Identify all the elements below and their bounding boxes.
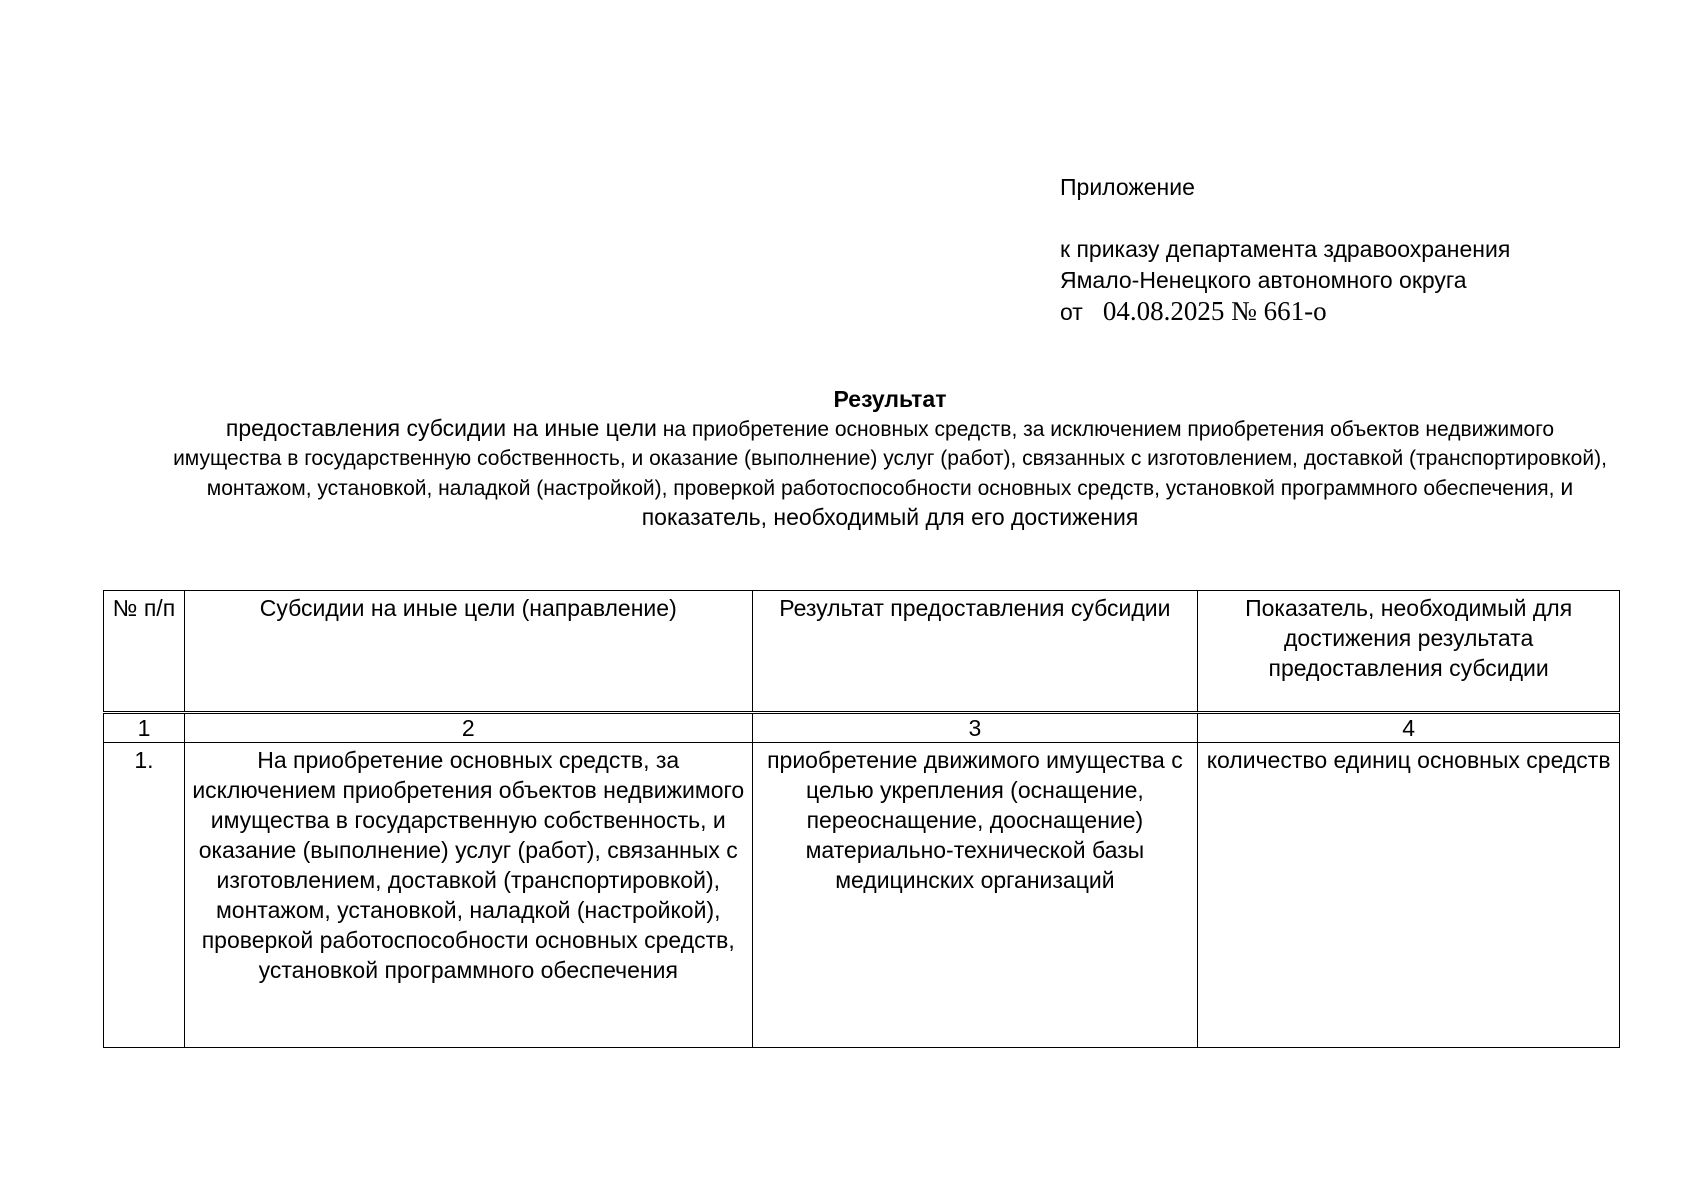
header-indicator: Показатель, необходимый для достижения результата предоставления субсидии — [1198, 591, 1620, 713]
column-number-3: 3 — [752, 713, 1198, 743]
column-number-1: 1 — [104, 713, 185, 743]
appendix-gap — [1060, 203, 1510, 234]
table-row — [104, 743, 1620, 1048]
header-direction: Субсидии на иные цели (направление) — [184, 591, 752, 713]
row-number: 1. — [104, 743, 185, 1048]
column-number-4: 4 — [1198, 713, 1620, 743]
document-heading: Результат — [833, 386, 947, 412]
appendix-date-line — [1060, 296, 1510, 328]
appendix-date-prefix: от — [1060, 299, 1083, 325]
table-header-row — [104, 591, 1620, 713]
row-indicator: количество единиц основных средств — [1198, 743, 1620, 1048]
subtitle-tail: и показатель, необходимый для его достижения — [641, 474, 1574, 530]
appendix-date-number: 04.08.2025 № 661-о — [1102, 296, 1327, 326]
row-result: приобретение движимого имущества с целью укрепления (оснащение, переоснащение, дооснащение) материально-технической базы медицинских организаций — [752, 743, 1198, 1048]
header-result: Результат предоставления субсидии — [752, 591, 1198, 713]
appendix-line-1: к приказу департамента здравоохранения — [1060, 236, 1511, 262]
row-direction: На приобретение основных средств, за исключением приобретения объектов недвижимого имущества в государственную собственность, и оказание (выполнение) услуг (работ), связанных с изготовлением, доставкой (транспортировкой), монтажом, установкой, наладкой (настройкой), проверкой работоспособности основных средств, установкой программного обеспечения — [184, 743, 752, 1048]
subsidy-table — [103, 590, 1620, 1048]
document-subtitle — [170, 414, 1610, 533]
column-number-row — [104, 713, 1620, 743]
header-number: № п/п — [104, 591, 185, 713]
appendix-block — [1060, 172, 1510, 328]
appendix-label: Приложение — [1060, 174, 1195, 200]
subtitle-lead: предоставления субсидии на иные цели — [225, 415, 657, 441]
subtitle-body: на приобретение основных средств, за исключением приобретения объектов недвижимого имущества в государственную собственность, и оказание (выполнение) услуг (работ), связанных с изготовлением, доставкой (транспортировкой), монтажом, установкой, наладкой (настройкой), проверкой работоспособности основных средств, установкой программного обеспечения, — [173, 418, 1607, 500]
appendix-line-2: Ямало-Ненецкого автономного округа — [1060, 267, 1467, 293]
column-number-2: 2 — [184, 713, 752, 743]
document-title-block — [170, 384, 1610, 533]
